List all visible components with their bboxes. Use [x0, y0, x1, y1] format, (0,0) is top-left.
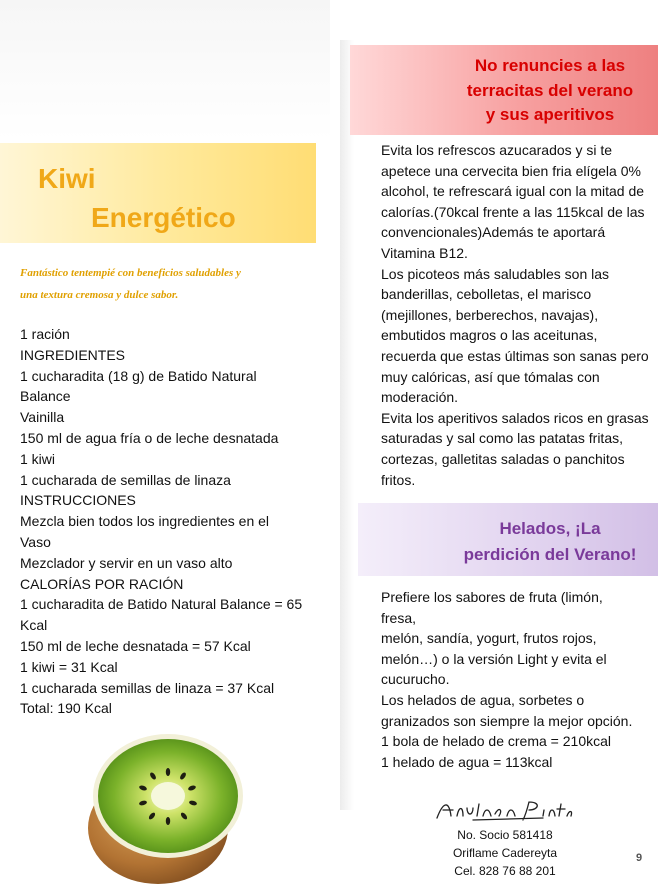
aperitivos-title [430, 54, 658, 128]
helados-line: cucurucho. [381, 671, 450, 688]
recipe-line: 1 kiwi = 31 Kcal [20, 658, 118, 675]
helados-line: Los helados de agua, sorbetes o [381, 691, 585, 708]
aperitivos-title-line1: No renuncies a las [474, 56, 626, 75]
aperitivos-title-line2: terracitas del verano [466, 80, 634, 100]
contact-socio: No. Socio 581418 [457, 828, 553, 842]
recipe-line: INGREDIENTES [20, 346, 126, 363]
kiwi-recipe [20, 324, 320, 719]
recipe-line: Vaso [20, 533, 51, 550]
contact-block [425, 826, 585, 880]
aperitivos-line: Evita los aperitivos salados ricos en grasas [381, 409, 649, 426]
aperitivos-line: convencionales)Además te aportará [381, 224, 606, 241]
recipe-line: 150 ml de agua fría o de leche desnatada [20, 429, 279, 446]
recipe-line: Total: 190 Kcal [20, 700, 112, 717]
recipe-line: 1 ración [20, 326, 70, 342]
aperitivos-line: calorías.(70kcal frente a las 115kcal de las [381, 203, 645, 220]
helados-line: melón, sandía, yogurt, frutos rojos, [381, 630, 597, 647]
helados-title [430, 516, 658, 568]
kiwi-tagline-line2: una textura cremosa y dulce sabor. [20, 289, 179, 301]
contact-phone: Cel. 828 76 88 201 [454, 864, 556, 878]
helados-line: Prefiere los sabores de fruta (limón, [381, 589, 603, 605]
recipe-line: 1 cucharada semillas de linaza = 37 Kcal [20, 679, 275, 696]
aperitivos-line: Vitamina B12. [381, 244, 468, 261]
kiwi-tagline-line1: Fantástico tentempié con beneficios saludables y [20, 267, 241, 279]
helados-title-line1: Helados, ¡La [499, 519, 601, 538]
signature [433, 798, 573, 824]
recipe-line: INSTRUCCIONES [20, 492, 136, 509]
recipe-line: Kcal [20, 617, 48, 634]
aperitivos-line: apetece una cervecita bien fria elígela 0% [381, 162, 641, 179]
helados-line: granizados son siempre la mejor opción. [381, 712, 633, 729]
column-divider [340, 40, 354, 810]
recipe-line: Balance [20, 388, 71, 405]
helados-title-line2: perdición del Verano! [463, 545, 637, 564]
aperitivos-line: Evita los refrescos azucarados y si te [381, 142, 613, 158]
aperitivos-line: banderillas, cebolletas, el marisco [381, 286, 592, 303]
aperitivos-line: saturadas y sal como las patatas fritas, [381, 430, 623, 447]
helados-line: fresa, [381, 609, 417, 626]
aperitivos-line: fritos. [381, 471, 416, 488]
page-number: 9 [636, 852, 643, 864]
recipe-line: CALORÍAS POR RACIÓN [20, 575, 184, 592]
helados-line: melón…) o la versión Light y evita el [381, 650, 607, 667]
contact-company: Oriflame Cadereyta [452, 846, 558, 860]
helados-line: 1 bola de helado de crema = 210kcal [381, 733, 611, 750]
aperitivos-line: (mejillones, berberechos, navajas), [381, 306, 599, 323]
recipe-line: 1 cucharadita de Batido Natural Balance = 65 [20, 596, 303, 613]
recipe-line: 150 ml de leche desnatada = 57 Kcal [20, 637, 251, 654]
aperitivos-line: Los picoteos más saludables son las [381, 265, 610, 282]
aperitivos-line: alcohol, te refrescará igual con la mitad de [381, 183, 645, 200]
aperitivos-line: recuerda que estas últimas son sanas pero [381, 347, 649, 364]
helados-body [381, 587, 656, 772]
recipe-line: Mezclador y servir en un vaso alto [20, 554, 233, 571]
aperitivos-line: cortezas, galletitas saladas o panchitos [381, 450, 625, 467]
recipe-line: Vainilla [20, 409, 65, 426]
kiwi-title-line1: Kiwi [38, 163, 96, 194]
kiwi-half-icon [70, 718, 270, 888]
aperitivos-line: muy calóricas, así que tómalas con [381, 368, 600, 385]
recipe-line: 1 cucharada de semillas de linaza [20, 471, 231, 488]
aperitivos-line: moderación. [381, 389, 459, 406]
top-left-fade [0, 0, 330, 140]
kiwi-tagline [20, 262, 320, 306]
aperitivos-title-line3: y sus aperitivos [485, 105, 615, 124]
kiwi-title-line2: Energético [91, 202, 236, 233]
recipe-line: Mezcla bien todos los ingredientes en el [20, 513, 270, 530]
aperitivos-body [381, 140, 656, 490]
recipe-line: 1 cucharadita (18 g) de Batido Natural [20, 367, 257, 384]
recipe-line: 1 kiwi [20, 450, 56, 467]
aperitivos-line: embutidos magros o las aceitunas, [381, 327, 598, 344]
helados-line: 1 helado de agua = 113kcal [381, 753, 553, 770]
